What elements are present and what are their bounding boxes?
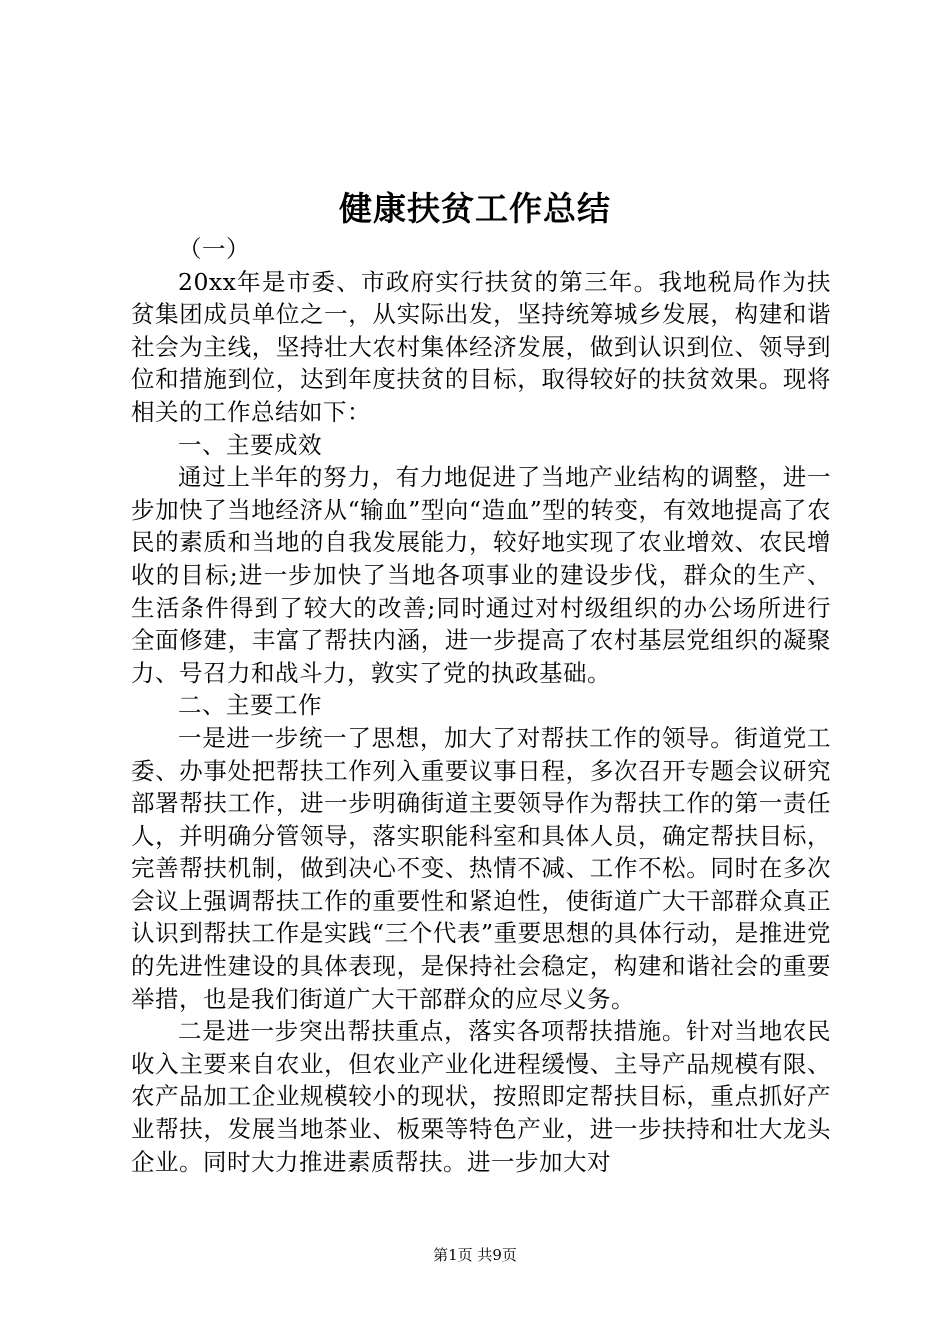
section-number: （一） xyxy=(178,235,250,263)
results-paragraph: 通过上半年的努力，有力地促进了当地产业结构的调整，进一步加快了当地经济从“输血”型向“造血”型的转变，有效地提高了农民的素质和当地的自我发展能力，较好地实现了农业增效、农民增收的目标;进一步加快了当地各项事业的建设步伐，群众的生产、生活条件得到了较大的改善;同时通过对村级组织的办公场所进行全面修建，丰富了帮扶内涵，进一步提高了农村基层党组织的凝聚力、号召力和战斗力，敦实了党的执政基础。 xyxy=(131,463,831,687)
page-footer: 第1页 共9页 xyxy=(433,1246,517,1264)
document-title: 健康扶贫工作总结 xyxy=(339,189,611,228)
heading-main-work: 二、主要工作 xyxy=(178,691,322,720)
intro-paragraph: 20xx年是市委、市政府实行扶贫的第三年。我地税局作为扶贫集团成员单位之一，从实际出发，坚持统筹城乡发展，构建和谐社会为主线，坚持壮大农村集体经济发展，做到认识到位、领导到位和措施到位，达到年度扶贫的目标，取得较好的扶贫效果。现将相关的工作总结如下： xyxy=(131,267,831,426)
document-body xyxy=(131,233,831,1178)
heading-main-results: 一、主要成效 xyxy=(178,430,322,459)
work-paragraph-1: 一是进一步统一了思想，加大了对帮扶工作的领导。街道党工委、办事处把帮扶工作列入重要议事日程，多次召开专题会议研究部署帮扶工作，进一步明确街道主要领导作为帮扶工作的第一责任人，并明确分管领导，落实职能科室和具体人员，确定帮扶目标，完善帮扶机制，做到决心不变、热情不减、工作不松。同时在多次会议上强调帮扶工作的重要性和紧迫性，使街道广大干部群众真正认识到帮扶工作是实践“三个代表”重要思想的具体行动，是推进党的先进性建设的具体表现，是保持社会稳定，构建和谐社会的重要举措，也是我们街道广大干部群众的应尽义务。 xyxy=(131,723,831,1013)
work-paragraph-2: 二是进一步突出帮扶重点，落实各项帮扶措施。针对当地农民收入主要来自农业，但农业产业化进程缓慢、主导产品规模有限、农产品加工企业规模较小的现状，按照即定帮扶目标，重点抓好产业帮扶，发展当地茶业、板栗等特色产业，进一步扶持和壮大龙头企业。同时大力推进素质帮扶。进一步加大对 xyxy=(131,1017,831,1176)
